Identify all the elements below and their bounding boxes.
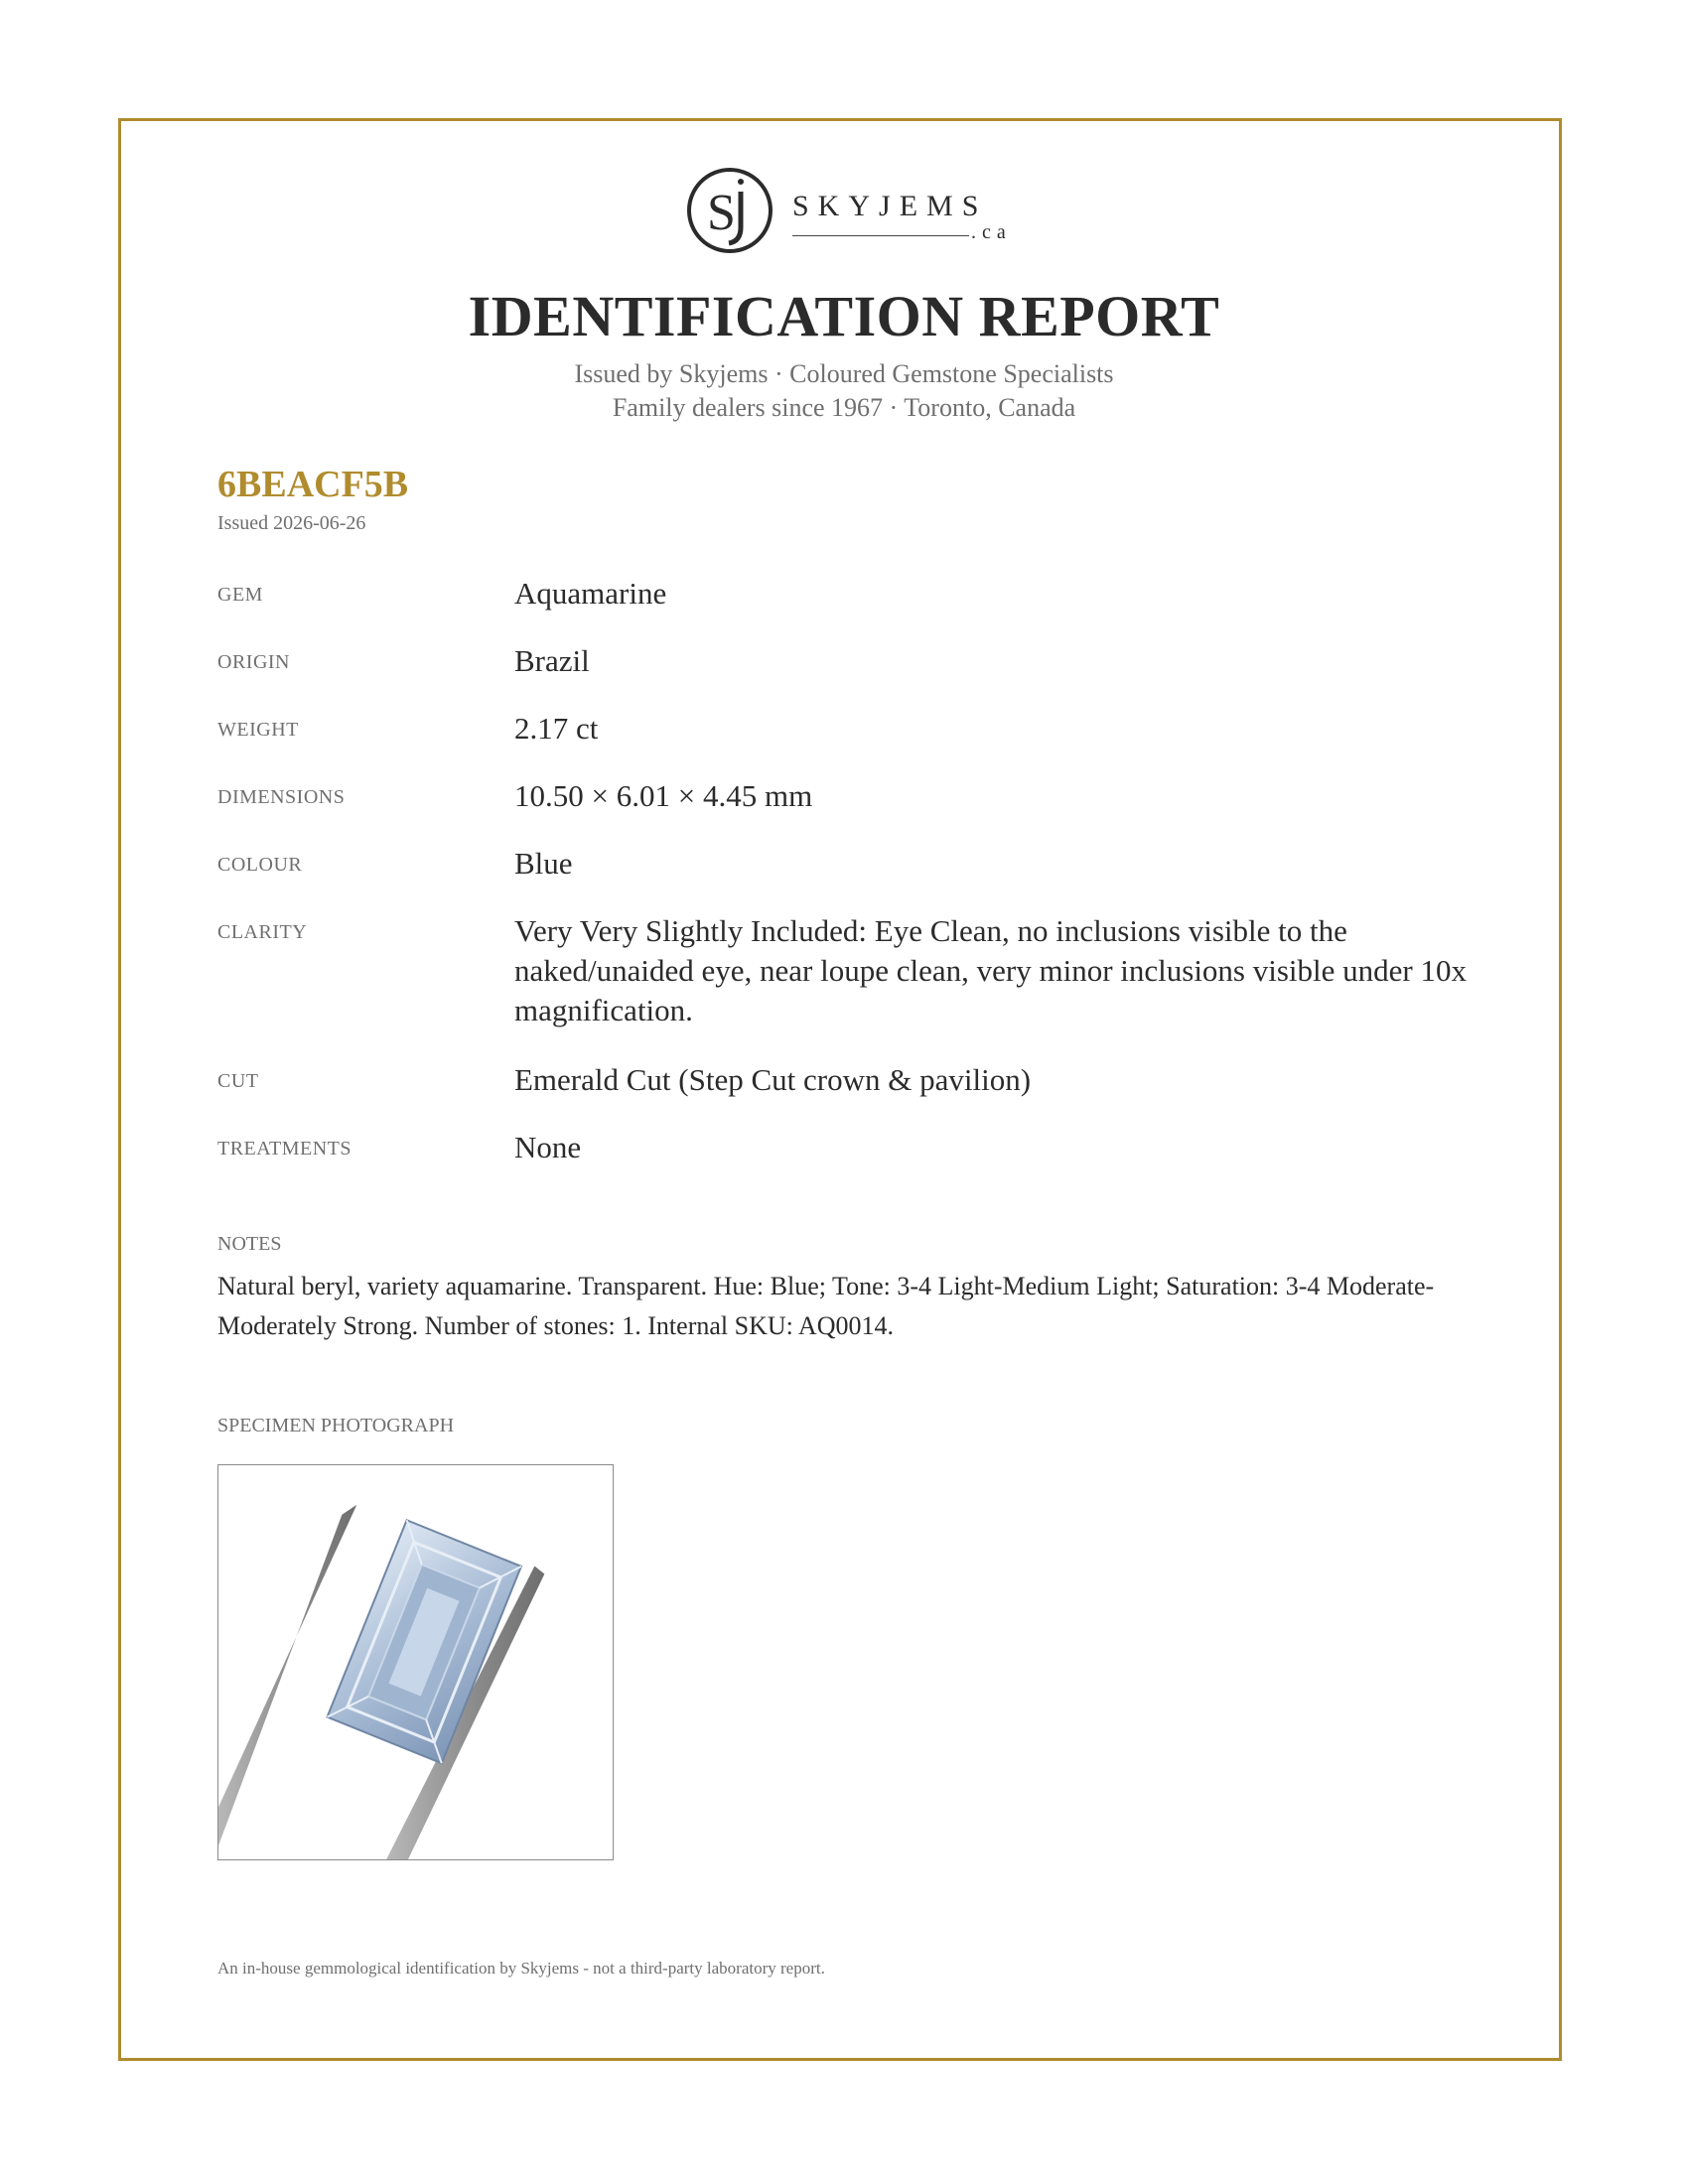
field-label-clarity: CLARITY <box>217 921 308 943</box>
field-value-clarity: Very Very Slightly Included: Eye Clean, no inclusions visible to the naked/unaided eye, near loupe clean, very minor inclusions visible under 10x magnification. <box>514 913 1467 1027</box>
field-value-weight: 2.17 ct <box>514 711 599 746</box>
svg-text:S: S <box>707 185 736 241</box>
field-value-colour: Blue <box>514 846 573 881</box>
issue-date: Issued 2026-06-26 <box>217 512 366 534</box>
sj-monogram-logo <box>685 166 774 255</box>
gemstone-in-tweezers-image <box>218 1465 613 1859</box>
photo-label: SPECIMEN PHOTOGRAPH <box>217 1415 455 1436</box>
logo-rule <box>792 235 969 236</box>
field-value-origin: Brazil <box>514 643 590 678</box>
skyjems-logo <box>685 166 1013 265</box>
field-label-dimensions: DIMENSIONS <box>217 786 346 808</box>
report-disclaimer: An in-house gemmological identification by Skyjems - not a third-party laboratory report. <box>217 1959 825 1978</box>
report-title: IDENTIFICATION REPORT <box>468 284 1220 348</box>
brand-wordmark: SKYJEMS <box>792 190 988 222</box>
field-value-cut: Emerald Cut (Step Cut crown & pavilion) <box>514 1062 1032 1097</box>
field-label-origin: ORIGIN <box>217 651 290 673</box>
field-label-weight: WEIGHT <box>217 719 299 741</box>
field-value-gem: Aquamarine <box>514 576 667 611</box>
field-label-cut: CUT <box>217 1070 259 1092</box>
field-label-colour: COLOUR <box>217 854 303 876</box>
field-value-treatments: None <box>514 1130 582 1164</box>
notes-text: Natural beryl, variety aquamarine. Transparent. Hue: Blue; Tone: 3-4 Light-Medium Light; Saturation: 3-4 Moderate-Moderately Strong. Number of stones: 1. Internal SKU: AQ0014. <box>217 1272 1435 1340</box>
specimen-photograph <box>217 1464 614 1860</box>
field-value-dimensions: 10.50 × 6.01 × 4.45 mm <box>514 778 813 813</box>
report-id: 6BEACF5B <box>217 464 409 505</box>
issuer-line: Issued by Skyjems · Coloured Gemstone Specialists <box>574 359 1114 388</box>
notes-label: NOTES <box>217 1233 282 1255</box>
brand-domain-suffix: .ca <box>971 221 1012 243</box>
field-label-gem: GEM <box>217 584 263 606</box>
field-label-treatments: TREATMENTS <box>217 1138 352 1160</box>
issuer-location-line: Family dealers since 1967 · Toronto, Canada <box>612 393 1076 422</box>
